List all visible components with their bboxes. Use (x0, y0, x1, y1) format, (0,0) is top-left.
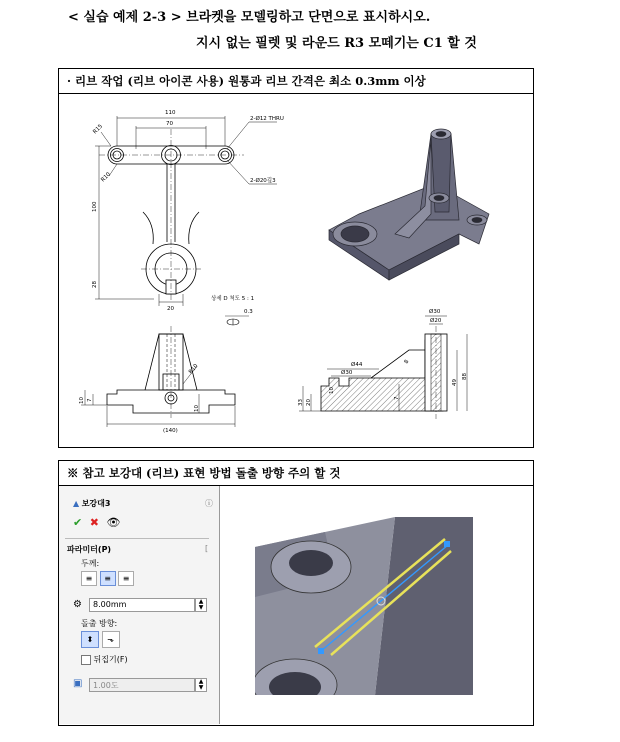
sketch-endpoint-top[interactable] (444, 541, 450, 547)
dim-20: 20 (167, 306, 174, 312)
dim-110: 110 (165, 110, 176, 116)
dim-20-sec: 20 (306, 399, 312, 406)
dim-7-front: 7 (87, 398, 93, 402)
collapse-icon[interactable]: [ (205, 544, 209, 553)
thickness-input[interactable] (89, 598, 195, 612)
dim-10-front-b: 10 (194, 405, 200, 412)
dim-cbore-note: 2-Ø20깊3 (250, 178, 276, 184)
section-view (298, 308, 468, 419)
detail-d (211, 294, 254, 325)
rib-preview-image (255, 517, 473, 695)
dim-88: 88 (462, 373, 468, 380)
angle-value: 1.00도 (93, 681, 119, 690)
thickness-both-button[interactable]: ≡ (100, 571, 116, 586)
preview-icon[interactable]: 👁 (106, 516, 121, 529)
dim-0-3: 0.3 (244, 309, 253, 315)
thickness-mode-buttons (81, 571, 134, 586)
upper-hole (289, 550, 333, 576)
feature-title-row (73, 498, 110, 509)
dim-70: 70 (166, 121, 173, 127)
dim-d20: Ø20 (430, 318, 442, 324)
angle-input[interactable] (89, 678, 195, 692)
reference-section-heading: ※ 참고 보강대 (리브) 표현 방법 돌출 방향 주의 할 것 (59, 461, 533, 486)
dim-r15: R15 (92, 123, 105, 136)
thickness-value: 8.00mm (93, 600, 127, 609)
rib-property-panel (59, 486, 220, 724)
dim-d44: Ø44 (351, 362, 363, 368)
rib-icon: ▲ (73, 499, 80, 508)
bracket-3d-model (329, 129, 489, 280)
dim-49: 49 (452, 379, 458, 386)
drawing-section (58, 68, 534, 448)
dim-8: 8 (403, 358, 411, 365)
flip-label: 뒤집기(F) (93, 655, 128, 664)
thickness-spinner[interactable]: ▲ ▼ (195, 598, 207, 612)
dim-10-sec: 10 (329, 387, 335, 394)
direction-parallel-button[interactable]: ⬍ (81, 631, 99, 648)
drawing-section-heading: · 리브 작업 (리브 아이콘 사용) 원통과 리브 간격은 최소 0.3mm 이상 (59, 69, 533, 94)
thickness-side-2-button[interactable]: ≡ (118, 571, 134, 586)
panel-divider (65, 538, 209, 539)
dim-r10-rib: R10 (187, 363, 200, 376)
detail-note: 상세 D 척도 5 : 1 (211, 296, 255, 302)
reference-section (58, 460, 534, 726)
ok-icon[interactable]: ✔ (73, 516, 83, 529)
angle-spinner[interactable]: ▲ ▼ (195, 678, 207, 692)
technical-drawing (59, 94, 533, 446)
help-icon[interactable]: ⓘ (205, 499, 213, 508)
draft-icon: ▣ (73, 678, 83, 689)
thickness-icon: ⚙ (73, 599, 82, 610)
title-line-1: < 실습 예제 2-3 > 브라켓을 모델링하고 단면으로 표시하시오. (68, 10, 431, 25)
direction-label: 돌출 방향: (81, 619, 118, 628)
dim-10-front: 10 (79, 397, 85, 404)
dim-d30-a: Ø30 (341, 370, 353, 376)
flip-row (81, 654, 128, 665)
thickness-label: 두께: (81, 559, 100, 568)
dim-hole-note: 2-Ø12 THRU (250, 116, 284, 122)
dim-100: 100 (92, 201, 98, 212)
title-line-2: 지시 없는 필렛 및 라운드 R3 모떼기는 C1 할 것 (196, 36, 477, 51)
dim-7-sec: 7 (394, 396, 400, 400)
dim-d30-b: Ø30 (429, 309, 441, 315)
cancel-icon[interactable]: ✖ (89, 516, 99, 529)
panel-actions (73, 516, 120, 529)
top-view (92, 110, 284, 312)
param-group-label: 파라미터(P) (67, 545, 112, 554)
sketch-endpoint-bottom[interactable] (318, 648, 324, 654)
direction-normal-button[interactable]: ⬎ (102, 631, 120, 648)
direction-buttons (81, 631, 120, 648)
dim-r10: R10 (100, 171, 113, 184)
dim-33: 33 (298, 399, 304, 406)
front-view (79, 326, 235, 434)
dim-28: 28 (92, 281, 98, 288)
feature-name: 보강대3 (81, 499, 111, 508)
thickness-side-1-button[interactable]: ≡ (81, 571, 97, 586)
flip-checkbox[interactable] (81, 655, 91, 665)
dim-140: (140) (163, 428, 178, 434)
